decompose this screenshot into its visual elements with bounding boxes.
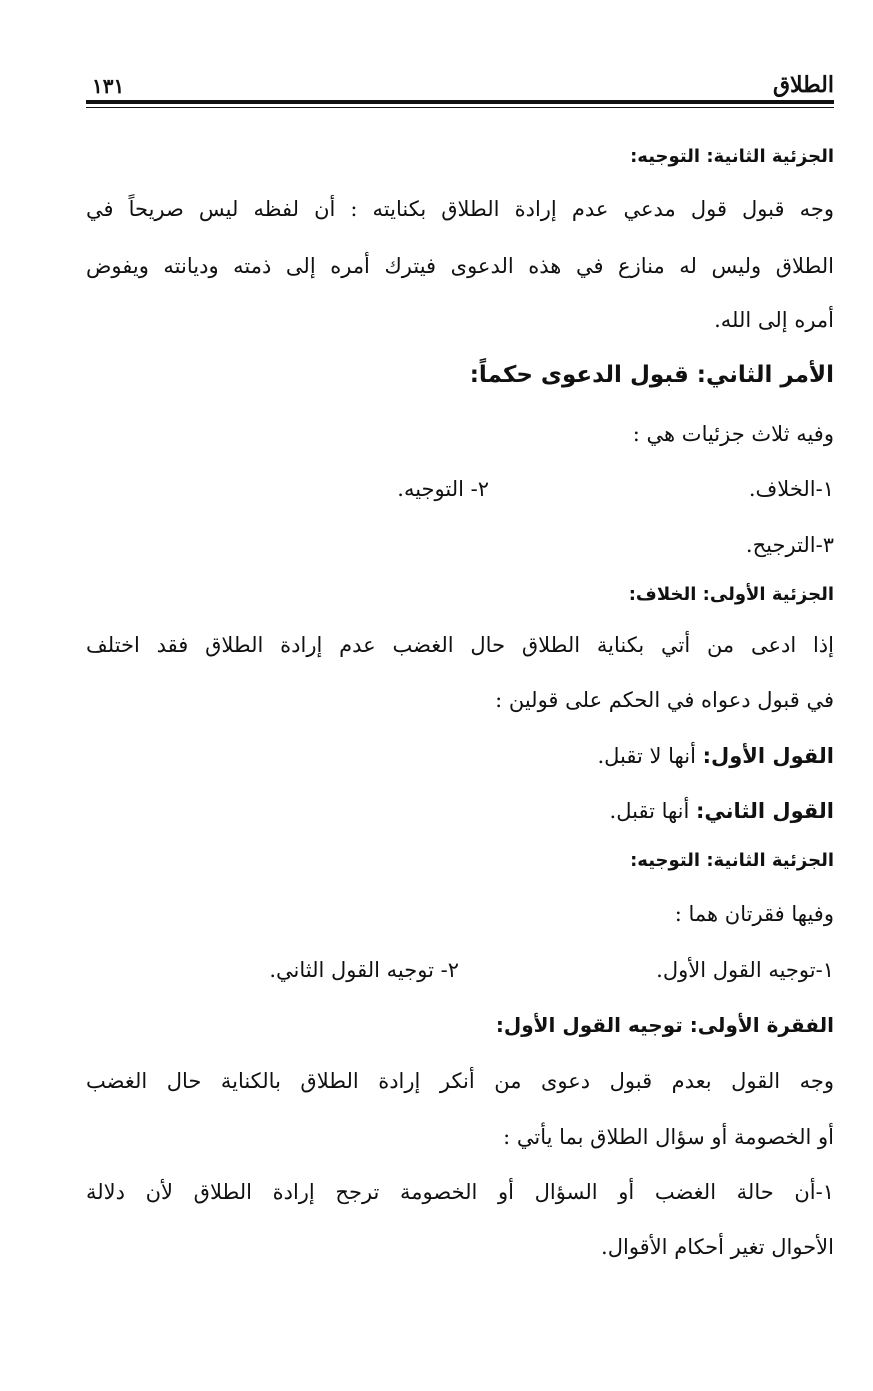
header-rule-thin [86,107,834,108]
paragraph-line: الطلاق وليس له منازع في هذه الدعوى فيترك أمره إلى ذمته وديانته ويفوض [86,254,834,278]
subsection-heading: الجزئية الثانية: التوجيه: [630,850,834,871]
paragraph-line: ١-أن حالة الغضب أو السؤال أو الخصومة ترجح إرادة الطلاق لأن دلالة [86,1180,834,1204]
opinion-text: أنها لا تقبل. [597,744,703,768]
page-header [86,68,834,98]
opinion-line [86,796,834,826]
opinion-label: القول الأول: [702,744,834,768]
opinion-label: القول الثاني: [696,799,834,823]
opinion-line [86,741,834,771]
list-row [86,474,834,504]
paragraph-line: وفيها فقرتان هما : [674,902,834,926]
paragraph-line: في قبول دعواه في الحكم على قولين : [495,688,834,712]
running-title: الطلاق [772,72,834,98]
subsection-heading: الجزئية الأولى: الخلاف: [628,584,834,605]
paragraph-line: وجه القول بعدم قبول دعوى من أنكر إرادة الطلاق بالكناية حال الغضب [86,1069,834,1093]
list-item: ٢- التوجيه. [397,477,489,501]
paragraph-line: وجه قبول قول مدعي عدم إرادة الطلاق بكنايته : أن لفظه ليس صريحاً في [86,197,834,221]
opinion-text: أنها تقبل. [609,799,697,823]
section-heading: الأمر الثاني: قبول الدعوى حكماً: [469,362,834,388]
paragraph-line: وفيه ثلاث جزئيات هي : [632,422,834,446]
list-row [86,955,834,985]
paragraph-line: أو الخصومة أو سؤال الطلاق بما يأتي : [503,1125,834,1149]
list-item: ١-توجيه القول الأول. [656,958,834,982]
subsection-heading: الجزئية الثانية: التوجيه: [630,146,834,167]
list-item: ٢- توجيه القول الثاني. [269,958,459,982]
paragraph-line: أمره إلى الله. [714,308,834,332]
paragraph-heading: الفقرة الأولى: توجيه القول الأول: [495,1013,834,1037]
list-item: ١-الخلاف. [748,477,834,501]
paragraph-line: الأحوال تغير أحكام الأقوال. [601,1235,834,1259]
page-number: ١٣١ [92,74,125,98]
list-item: ٣-الترجيح. [745,533,834,557]
paragraph-line: إذا ادعى من أتي بكناية الطلاق حال الغضب عدم إرادة الطلاق فقد اختلف [86,633,834,657]
header-rule-thick [86,100,834,104]
